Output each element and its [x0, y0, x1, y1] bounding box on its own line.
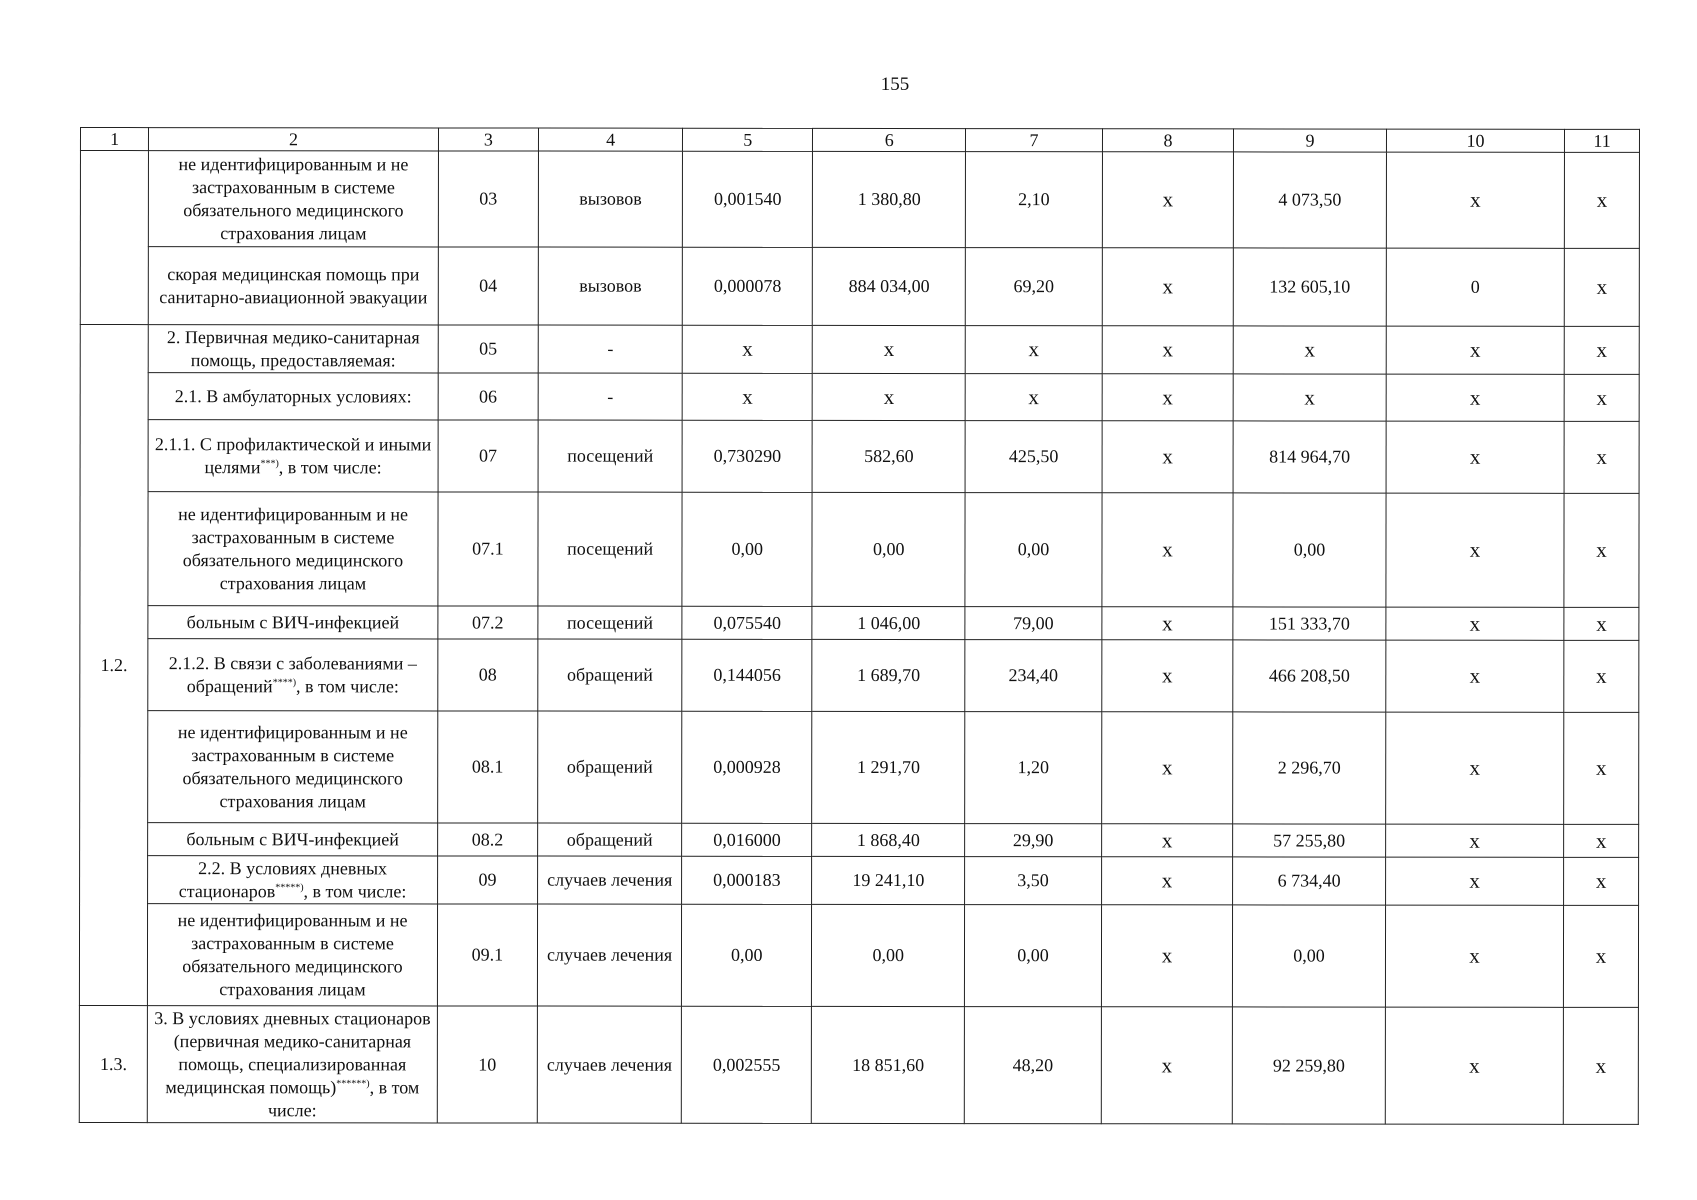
row-number	[80, 151, 149, 325]
cell-v8: х	[1101, 905, 1232, 1007]
cell-v5: 0,000078	[682, 247, 812, 325]
column-header: 1	[80, 128, 148, 151]
cell-v9: 6 734,40	[1233, 857, 1386, 905]
column-header: 10	[1386, 129, 1564, 152]
cell-v11: х	[1564, 374, 1639, 421]
table-row	[80, 606, 1639, 641]
cell-v10: х	[1386, 326, 1564, 374]
cell-v10: х	[1385, 712, 1563, 824]
row-name-tail: , в том числе:	[296, 675, 399, 696]
cell-v11: х	[1564, 248, 1639, 326]
cell-v6: 1 380,80	[813, 151, 966, 247]
row-name	[148, 606, 437, 639]
row-unit: посещений	[538, 420, 682, 492]
cell-v8: х	[1101, 712, 1232, 824]
cell-v10: х	[1385, 857, 1563, 905]
row-name	[148, 420, 437, 492]
cell-v7: 1,20	[965, 712, 1102, 824]
cell-v5: х	[682, 373, 812, 420]
row-name-text: больным с ВИЧ-инфекцией	[186, 611, 400, 632]
table-row	[80, 373, 1639, 422]
cell-v7: х	[965, 374, 1102, 421]
row-code: 10	[437, 1006, 538, 1123]
cell-v11: х	[1563, 1007, 1638, 1124]
cell-v10: х	[1385, 905, 1563, 1007]
cell-v7: 29,90	[965, 824, 1102, 857]
cell-v8: х	[1102, 640, 1233, 712]
cell-v10: х	[1386, 640, 1564, 712]
row-code: 03	[438, 151, 538, 247]
row-code: 08	[437, 639, 537, 711]
cell-v7: 3,50	[965, 857, 1102, 905]
column-header: 8	[1102, 129, 1233, 152]
row-name	[148, 373, 437, 420]
table-row	[80, 492, 1639, 608]
cell-v7: 425,50	[965, 421, 1102, 493]
cell-v10: х	[1385, 824, 1563, 857]
cell-v6: 19 241,10	[812, 856, 965, 904]
cell-v8: х	[1101, 857, 1232, 905]
cell-v6: 1 291,70	[812, 711, 965, 823]
cell-v11: х	[1564, 712, 1639, 824]
cell-v9: 132 605,10	[1233, 248, 1386, 326]
row-unit: обращений	[538, 711, 682, 823]
column-header: 6	[813, 128, 966, 151]
cell-v6: 582,60	[813, 420, 966, 492]
row-name-text: больным с ВИЧ-инфекцией	[186, 828, 399, 849]
cell-v8: х	[1101, 824, 1232, 857]
column-header: 9	[1234, 129, 1387, 152]
cell-v5: х	[682, 325, 812, 373]
row-unit: случаев лечения	[537, 1006, 681, 1123]
row-unit: обращений	[538, 639, 682, 711]
table-row	[80, 856, 1639, 906]
row-name	[149, 247, 438, 325]
cell-v8: х	[1102, 493, 1233, 607]
cell-v10: х	[1386, 493, 1564, 607]
cell-v11: х	[1564, 905, 1639, 1007]
cell-v8: х	[1102, 607, 1233, 640]
column-header: 11	[1565, 129, 1640, 152]
cell-v9: 466 208,50	[1233, 640, 1386, 712]
table-row	[79, 904, 1638, 1008]
table-row	[79, 1005, 1638, 1124]
footnote-mark: ****)	[272, 676, 297, 688]
table-row	[80, 420, 1639, 494]
table-row	[80, 823, 1639, 858]
table-row	[80, 711, 1639, 825]
row-name-text: 2.2. В условиях дневных стационаров	[178, 857, 388, 901]
cell-v5: 0,000183	[682, 856, 812, 904]
row-code: 07	[438, 420, 538, 492]
cell-v10: х	[1386, 152, 1564, 248]
row-code: 07.1	[438, 492, 538, 606]
cell-v11: х	[1564, 824, 1639, 857]
row-name-text: не идентифицированным и не застрахованным в системе обязательного медицинского страхования лицам	[178, 153, 409, 243]
cell-v5: 0,016000	[682, 823, 812, 856]
footnote-mark: *****)	[275, 881, 304, 893]
cell-v7: 69,20	[965, 248, 1102, 326]
cell-v7: 79,00	[965, 607, 1102, 640]
cell-v5: 0,144056	[682, 639, 812, 711]
row-unit: случаев лечения	[538, 856, 682, 904]
cell-v5: 0,001540	[683, 151, 813, 247]
cell-v5: 0,000928	[682, 711, 812, 823]
data-table	[79, 127, 1640, 1125]
cell-v8: х	[1102, 152, 1233, 248]
cell-v7: 234,40	[965, 640, 1102, 712]
cell-v8: х	[1102, 421, 1233, 493]
cell-v9: 92 259,80	[1232, 1007, 1385, 1124]
cell-v8: х	[1102, 248, 1233, 326]
cell-v6: 0,00	[812, 904, 965, 1006]
cell-v11: х	[1564, 421, 1639, 493]
cell-v6: 1 868,40	[812, 823, 965, 856]
cell-v11: х	[1565, 152, 1640, 248]
cell-v10: 0	[1386, 248, 1564, 326]
cell-v6: 0,00	[812, 492, 965, 606]
cell-v6: 1 689,70	[812, 639, 965, 711]
column-header: 7	[966, 129, 1103, 152]
page-number: 155	[880, 74, 910, 95]
row-unit: посещений	[538, 492, 682, 606]
row-name-tail: , в том числе:	[303, 880, 407, 901]
cell-v8: х	[1101, 1007, 1232, 1124]
cell-v6: 884 034,00	[813, 247, 966, 325]
cell-v6: х	[813, 373, 966, 420]
table-row	[80, 247, 1639, 327]
row-name	[148, 492, 438, 606]
cell-v7: 0,00	[965, 905, 1102, 1007]
row-name-text: 2. Первичная медико-санитарная помощь, предоставляемая:	[166, 326, 420, 370]
footnote-mark: ******)	[336, 1077, 370, 1089]
row-name-text: не идентифицированным и не застрахованным в системе обязательного медицинского страхования лицам	[177, 909, 408, 999]
row-unit: посещений	[538, 606, 682, 639]
cell-v8: х	[1102, 326, 1233, 374]
column-header: 3	[438, 128, 538, 151]
row-name-text: 2.1.1. С профилактической и иными целями	[154, 433, 432, 477]
cell-v11: х	[1564, 607, 1639, 640]
row-unit: вызовов	[538, 151, 682, 247]
cell-v10: х	[1386, 607, 1564, 640]
row-name	[148, 856, 437, 904]
row-unit: -	[538, 373, 682, 420]
row-name	[148, 711, 438, 823]
table-row	[80, 151, 1639, 249]
cell-v9: х	[1233, 326, 1386, 374]
row-name	[148, 639, 437, 711]
cell-v9: 0,00	[1233, 905, 1386, 1007]
row-name	[149, 151, 438, 247]
cell-v5: 0,00	[682, 904, 812, 1006]
row-name	[149, 325, 438, 373]
column-header: 2	[149, 128, 438, 151]
row-name	[148, 904, 437, 1006]
row-unit: случаев лечения	[537, 904, 681, 1006]
cell-v7: х	[965, 326, 1102, 374]
cell-v5: 0,00	[682, 492, 812, 606]
row-name-tail: , в том числе:	[278, 456, 382, 477]
row-name-tail: , в том числе:	[267, 1076, 420, 1120]
table-row	[80, 639, 1639, 713]
row-name-text: не идентифицированным и не застрахованным в системе обязательного медицинского страхования лицам	[177, 721, 408, 811]
row-code: 07.2	[438, 606, 538, 639]
cell-v7: 48,20	[964, 1007, 1101, 1124]
row-number: 1.2.	[79, 325, 148, 1006]
cell-v6: 1 046,00	[812, 606, 965, 639]
row-unit: обращений	[538, 823, 682, 856]
row-code: 05	[438, 325, 538, 373]
row-code: 08.2	[437, 823, 537, 856]
cell-v10: х	[1386, 421, 1564, 493]
row-unit: вызовов	[538, 247, 682, 325]
cell-v11: х	[1564, 326, 1639, 374]
cell-v9: 814 964,70	[1233, 421, 1386, 493]
row-name-text: 3. В условиях дневных стационаров (первичная медико-санитарная помощь, специализированная медицинская помощь)	[154, 1007, 431, 1097]
cell-v9: 57 255,80	[1233, 824, 1386, 857]
cell-v11: х	[1564, 640, 1639, 712]
header-row	[80, 128, 1639, 153]
row-code: 09.1	[437, 904, 537, 1006]
row-name	[148, 1006, 438, 1123]
cell-v7: 2,10	[966, 152, 1103, 248]
cell-v10: х	[1385, 1007, 1563, 1124]
row-name-text: не идентифицированным и не застрахованным в системе обязательного медицинского страхования лицам	[178, 503, 408, 593]
column-header: 5	[683, 128, 813, 151]
cell-v9: 0,00	[1233, 493, 1386, 607]
row-code: 04	[438, 247, 538, 325]
cell-v10: х	[1386, 374, 1564, 421]
row-name-text: 2.1. В амбулаторных условиях:	[174, 385, 412, 406]
cell-v6: 18 851,60	[812, 1006, 965, 1123]
cell-v7: 0,00	[965, 493, 1102, 607]
cell-v5: 0,075540	[682, 606, 812, 639]
cell-v8: х	[1102, 374, 1233, 421]
cell-v5: 0,730290	[682, 420, 812, 492]
row-code: 08.1	[437, 711, 537, 823]
cell-v9: 4 073,50	[1234, 152, 1387, 248]
cell-v9: 2 296,70	[1233, 712, 1386, 824]
row-name-text: скорая медицинская помощь при санитарно-авиационной эвакуации	[159, 263, 428, 307]
row-number: 1.3.	[79, 1005, 147, 1122]
column-header: 4	[539, 128, 683, 151]
cell-v9: 151 333,70	[1233, 607, 1386, 640]
row-name	[148, 823, 437, 856]
row-code: 09	[437, 856, 537, 904]
row-name-text: 2.1.2. В связи с заболеваниями – обращений	[168, 652, 417, 696]
table-row	[80, 325, 1639, 375]
cell-v9: х	[1233, 374, 1386, 421]
footnote-mark: ***)	[260, 457, 279, 469]
cell-v11: х	[1564, 857, 1639, 905]
cell-v11: х	[1564, 493, 1639, 607]
row-unit: -	[538, 325, 682, 373]
cell-v6: х	[813, 325, 966, 373]
cell-v5: 0,002555	[681, 1006, 811, 1123]
row-code: 06	[438, 373, 538, 420]
